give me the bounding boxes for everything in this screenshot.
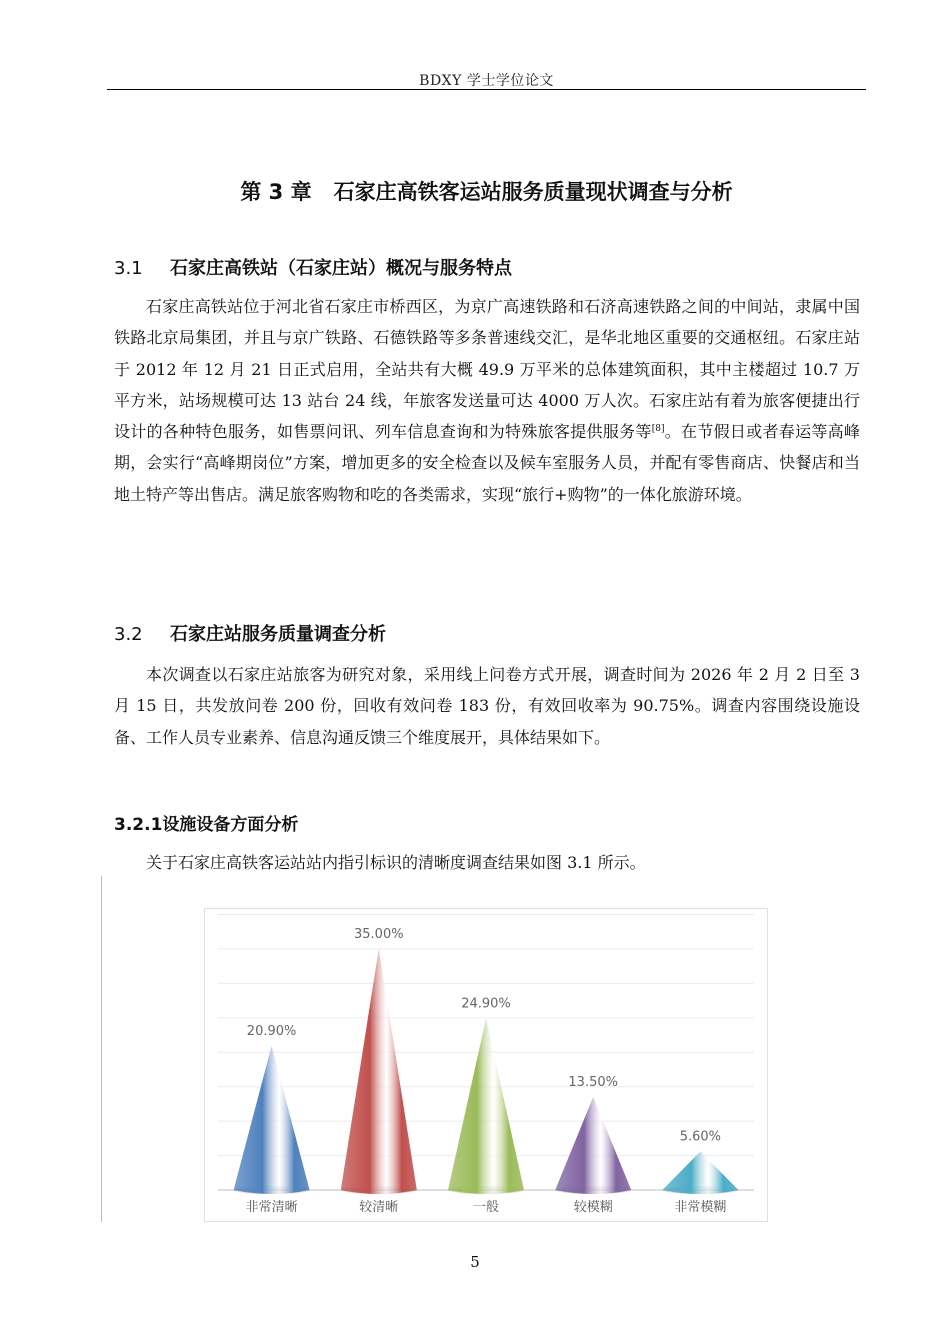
chart-data-label: 13.50% bbox=[568, 1075, 618, 1091]
header-divider bbox=[107, 89, 866, 90]
chart-bar-cone bbox=[448, 1019, 524, 1194]
chart-data-label: 35.00% bbox=[354, 926, 404, 942]
chart-bar-cone bbox=[234, 1046, 310, 1194]
figure-margin-line bbox=[101, 876, 102, 1222]
chart-bar-cone bbox=[341, 949, 417, 1194]
chart-category-label: 一般 bbox=[472, 1200, 500, 1215]
cone-bar-chart bbox=[204, 908, 768, 1222]
chart-category-label: 较模糊 bbox=[573, 1200, 613, 1215]
citation-ref: [8] bbox=[651, 424, 665, 435]
chart-category-label: 非常清晰 bbox=[245, 1200, 298, 1215]
chapter-number: 第 3 章 bbox=[240, 180, 312, 204]
subsection-number: 3.2.1 bbox=[114, 815, 163, 835]
section-number: 3.2 bbox=[114, 624, 143, 645]
chart-bar-cone bbox=[555, 1097, 631, 1194]
paragraph-text: 石家庄高铁站位于河北省石家庄市桥西区，为京广高速铁路和石济高速铁路之间的中间站，隶属中国铁路北京局集团，并且与京广铁路、石德铁路等多条普速线交汇，是华北地区重要的交通枢纽。石家庄站于 2012 年 12 月 21 日正式启用，全站共有大概 49.9 万平米的总体建筑面积，其中主楼超过 10.7 万平方米，站场规模可达 13 站台 24 线，年旅客发送量可达 4000 万人次。石家庄站有着为旅客便捷出行设计的各种特色服务，如售票问讯、列车信息查询和为特殊旅客提供服务等 bbox=[114, 297, 860, 442]
section-title: 石家庄高铁站（石家庄站）概况与服务特点 bbox=[170, 258, 512, 279]
subsection-heading-3-2-1 bbox=[114, 810, 298, 835]
section-number: 3.1 bbox=[114, 258, 143, 279]
chart-data-label: 24.90% bbox=[461, 996, 511, 1012]
chapter-title: 石家庄高铁客运站服务质量现状调查与分析 bbox=[333, 180, 733, 204]
chart-bar-cone bbox=[662, 1151, 738, 1194]
section-heading-3-2 bbox=[114, 620, 386, 646]
paragraph-text-cont: 。在节假日或者春运等高峰期，会实行“高峰期岗位”方案，增加更多的安全检查以及候车室服务人员，并配有零售商店、快餐店和当地土特产等出售店。满足旅客购物和吃的各类需求，实现“旅行+购物”的一体化旅游环境。 bbox=[114, 422, 860, 504]
paragraph-3-2: 本次调查以石家庄站旅客为研究对象，采用线上问卷方式开展，调查时间为 2026 年 2 月 2 日至 3 月 15 日，共发放问卷 200 份，回收有效问卷 183 份，有效回收率为 90.75%。调查内容围绕设施设备、工作人员专业素养、信息沟通反馈三个维度展开，具体结果如下。 bbox=[114, 665, 860, 747]
subsection-title: 设施设备方面分析 bbox=[162, 815, 299, 835]
page-number: 5 bbox=[470, 1253, 480, 1271]
paragraph-3-2-1: 关于石家庄高铁客运站站内指引标识的清晰度调查结果如图 3.1 所示。 bbox=[146, 853, 646, 872]
paragraph-3-1 bbox=[114, 291, 860, 510]
chart-category-label: 非常模糊 bbox=[674, 1200, 727, 1215]
chart-data-label: 5.60% bbox=[679, 1129, 722, 1145]
chapter-heading bbox=[107, 176, 866, 206]
chart-category-label: 较清晰 bbox=[359, 1200, 399, 1215]
section-title: 石家庄站服务质量调查分析 bbox=[170, 624, 386, 645]
section-heading-3-1 bbox=[114, 254, 512, 280]
running-header: BDXY 学士学位论文 bbox=[419, 73, 554, 89]
chart-data-label: 20.90% bbox=[246, 1024, 297, 1040]
